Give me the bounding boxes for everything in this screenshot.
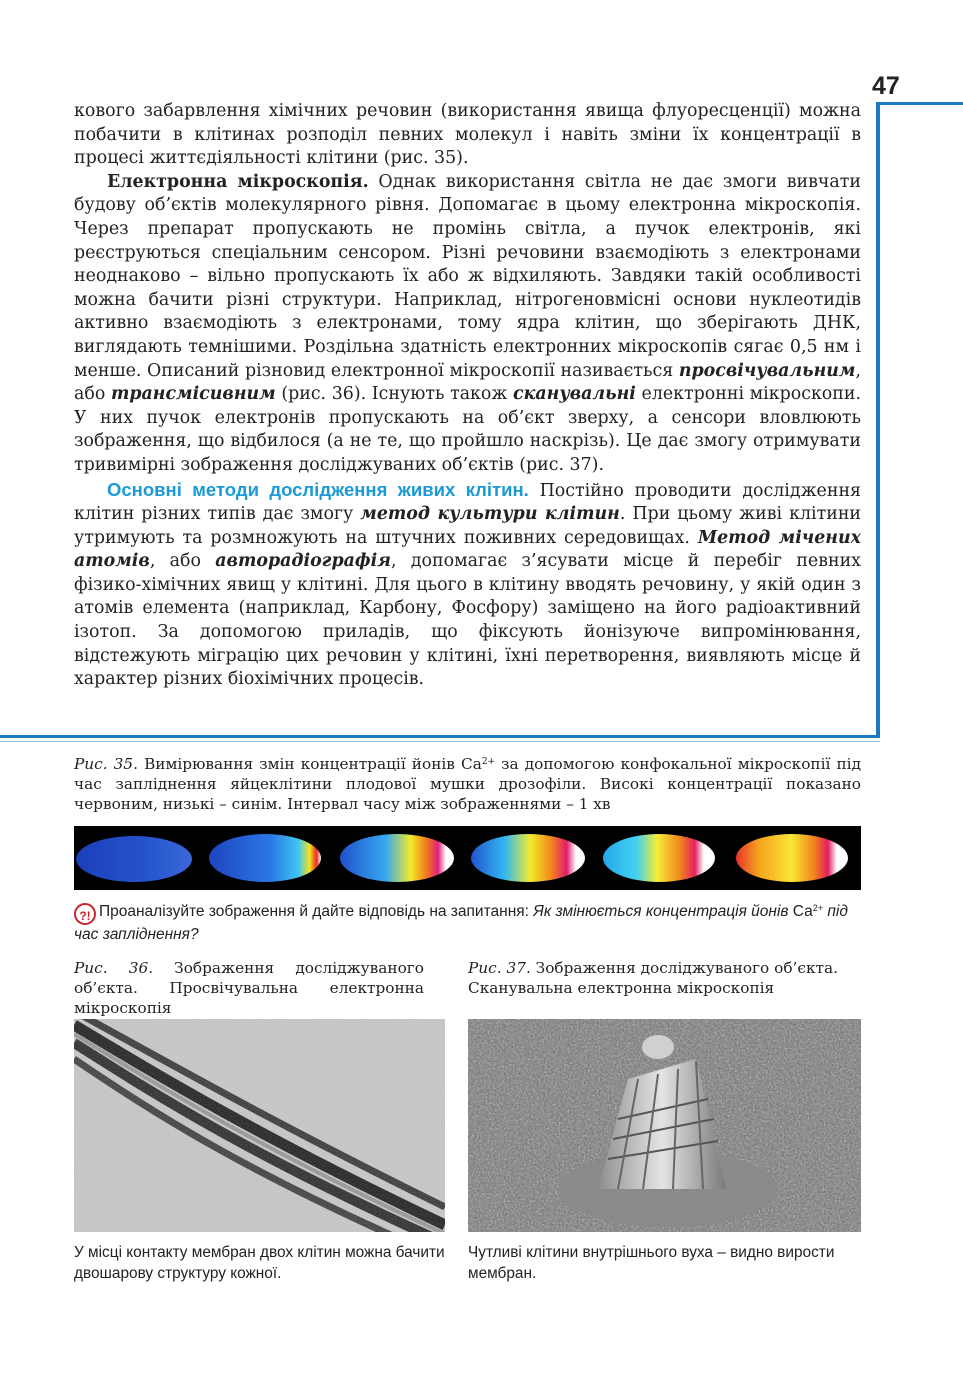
- figure-label: Рис. 35: [74, 755, 134, 773]
- question-block: ?! Проаналізуйте зображення й дайте відповідь на запитання: Як змінюється концентрація йонів $Са^{2+}$ під час запліднення?: [74, 903, 848, 943]
- section-heading: Основні методи дослідження живих клітин.: [107, 478, 529, 500]
- term: авторадіографія: [215, 551, 392, 572]
- figure-37-caption: Рис. 37. Зображення досліджуваного об’єкта. Сканувальна електронна мікроскопія: [468, 959, 838, 997]
- embryo-frame-2: [209, 834, 321, 882]
- embryo-frame-5: [603, 834, 715, 882]
- term: просвічувальним: [678, 360, 856, 381]
- figure-36-subcaption: У місці контакту мембран двох клітин можна бачити двошарову структуру кожної.: [74, 1244, 445, 1282]
- term: метод культури клітин: [360, 504, 620, 525]
- figure-36-tem-membrane-image: [74, 1019, 445, 1232]
- page-number-rule: [876, 102, 963, 105]
- embryo-frame-3: [340, 834, 454, 882]
- section-divider: [0, 735, 880, 738]
- figure-36-caption: Рис. 36. Зображення досліджуваного об’єкта. Просвічувальна електронна мікроскопія: [74, 959, 425, 1017]
- figure-35-caption: Рис. 35. Вимірювання змін концентрації йонів $Са^{2+}$ за допомогою конфокальної мікроскопії під час запліднення яйцеклітини плодової мушки дрозофіли. Високі концентрації показано червоним, низькі – синім. Інтервал часу між зображеннями – 1 хв: [74, 755, 861, 813]
- paragraph-1: кового забарвлення хімічних речовин (використання явища флуоресценції) можна побачити в клітинах розподіл певних молекул і навіть зміни їх концентрації в процесі життєдіяльності клітини (рис. 35).: [74, 101, 861, 169]
- figure-37-subcaption: Чутливі клітини внутрішнього вуха – видно вирости мембран.: [468, 1244, 835, 1282]
- figure-label: Рис. 37: [468, 959, 526, 977]
- paragraph-title: Електронна мікроскопія.: [107, 171, 369, 192]
- embryo-frame-1: [76, 836, 192, 882]
- question-exclamation-icon: ?!: [74, 903, 96, 925]
- figure-37-sem-hair-cell-image: [468, 1019, 861, 1232]
- term: Метод мічених атомів: [74, 527, 861, 572]
- term: сканувальні: [513, 384, 636, 405]
- paragraph-electron-microscopy: Електронна мікроскопія. Однак використання світла не дає змоги вивчати будову об’єктів молекулярного рівня. Допомагає в цьому електронна мікроскопія. Через препарат пропускають не промінь світла, а пучок електронів, які реєструються спеціальним сенсором. Різні речовини взаємодіють з електронами неоднаково – вільно пропускають їх або ж відхиляють. Завдяки такій особливості можна бачити різні структури. Наприклад, нітрогеновмісні основи нуклеотидів активно взаємодіють з електронами, тому ядра клітин, що зберігають ДНК, виглядають темнішими. Роздільна здатність електронних мікроскопів сягає 0,5 нм і менше. Описаний різновид електронної мікроскопії називається просвічувальним, або трансмісивним (рис. 36). Існують також сканувальні електронні мікроскопи. У них пучок електронів пропускають на об’єкт зверху, а сенсори вловлюють зображення, що відбилося (а не те, що пройшло наскрізь). Це дає змогу отримувати тривимірні зображення досліджуваних об’єктів (рис. 37).: [74, 171, 861, 475]
- figure-label: Рис. 36: [74, 959, 149, 977]
- section-divider-thin: [0, 741, 880, 742]
- page-number: 47: [872, 72, 900, 100]
- embryo-frame-6: [736, 834, 848, 882]
- main-text: [74, 100, 861, 692]
- embryo-frame-4: [471, 834, 585, 882]
- term: трансмісивним: [110, 384, 276, 405]
- paragraph-methods: Основні методи дослідження живих клітин. Постійно проводити дослідження клітин різних типів дає змогу метод культури клітин. При цьому живі клітини утримують та розмножують на штучних поживних середовищах. Метод мічених атомів, або авторадіографія, допомагає з’ясувати місце й перебіг певних фізико-хімічних явищ у клітині. Для цього в клітину вводять речовину, у якій один з атомів елемента (наприклад, Карбону, Фосфору) заміщено на його радіоактивний ізотоп. За допомогою приладів, що фіксують йонізуюче випромінювання, відстежують міграцію цих речовин у клітині, їхні перетворення, виявляють місце й характер різних біохімічних процесів.: [74, 478, 862, 690]
- figure-35-calcium-image-strip: [74, 826, 861, 890]
- side-rule: [876, 102, 880, 738]
